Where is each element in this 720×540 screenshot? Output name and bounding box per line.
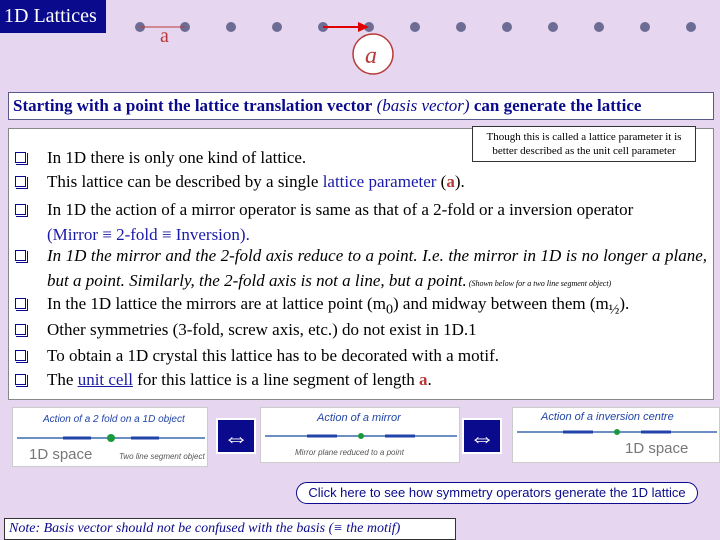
checkbox-bullet-icon: [15, 176, 26, 187]
checkbox-bullet-icon: [15, 204, 26, 215]
checkbox-bullet-icon: [15, 298, 26, 309]
intro-banner: Starting with a point the lattice translation vector (basis vector) can generate the lattice: [8, 92, 714, 120]
checkbox-bullet-icon: [15, 350, 26, 361]
list-item: This lattice can be described by a single lattice parameter (a).: [15, 169, 707, 194]
list-item: To obtain a 1D crystal this lattice has to be decorated with a motif.: [15, 343, 707, 368]
bullet-list: [8, 128, 714, 400]
lattice-diagram: [0, 0, 720, 90]
list-item: In 1D there is only one kind of lattice.: [15, 145, 707, 170]
mirror-action-panel[interactable]: Action of a mirror Mirror plane reduced to a point: [260, 407, 460, 463]
equivalence-arrow-icon: ⇔: [462, 418, 502, 454]
translation-vector-label: a: [365, 43, 377, 69]
list-item: Other symmetries (3-fold, screw axis, etc.) do not exist in 1D.1: [15, 317, 707, 342]
two-fold-action-panel[interactable]: Action of a 2 fold on a 1D object 1D space Two line segment object: [12, 407, 208, 467]
symmetry-demo-link[interactable]: Click here to see how symmetry operators generate the 1D lattice: [296, 482, 698, 504]
checkbox-bullet-icon: [15, 152, 26, 163]
list-item: The unit cell for this lattice is a line segment of length a.: [15, 367, 707, 392]
basis-note: Note: Basis vector should not be confused with the basis (≡ the motif): [4, 518, 456, 540]
checkbox-bullet-icon: [15, 250, 26, 261]
list-item: In the 1D lattice the mirrors are at lattice point $(m_0)$ and midway between them $(m_{\frac{1}{2}})$.: [15, 291, 707, 322]
list-item: In 1D the action of a mirror operator is same as that of a 2-fold or a inversion operator (Mirror ≡ 2-fold ≡ Inversion).: [15, 197, 707, 247]
lattice-parameter-note: Though this is called a lattice parameter it is better described as the unit cell parameter: [472, 126, 696, 162]
checkbox-bullet-icon: [15, 374, 26, 385]
checkbox-bullet-icon: [15, 324, 26, 335]
slide-title: 1D Lattices: [0, 0, 106, 33]
list-item: In 1D the mirror and the 2-fold axis reduce to a point. I.e. the mirror in 1D is no longer a plane, but a point. Similarly, the 2-fold axis is not a line, but a point. (Shown below for a two line segment object): [15, 243, 707, 296]
lattice-parameter-label: a: [160, 25, 169, 47]
inversion-action-panel[interactable]: Action of a inversion centre 1D space: [512, 407, 720, 463]
equivalence-arrow-icon: ⇔: [216, 418, 256, 454]
unit-cell-link[interactable]: unit cell: [77, 370, 133, 389]
